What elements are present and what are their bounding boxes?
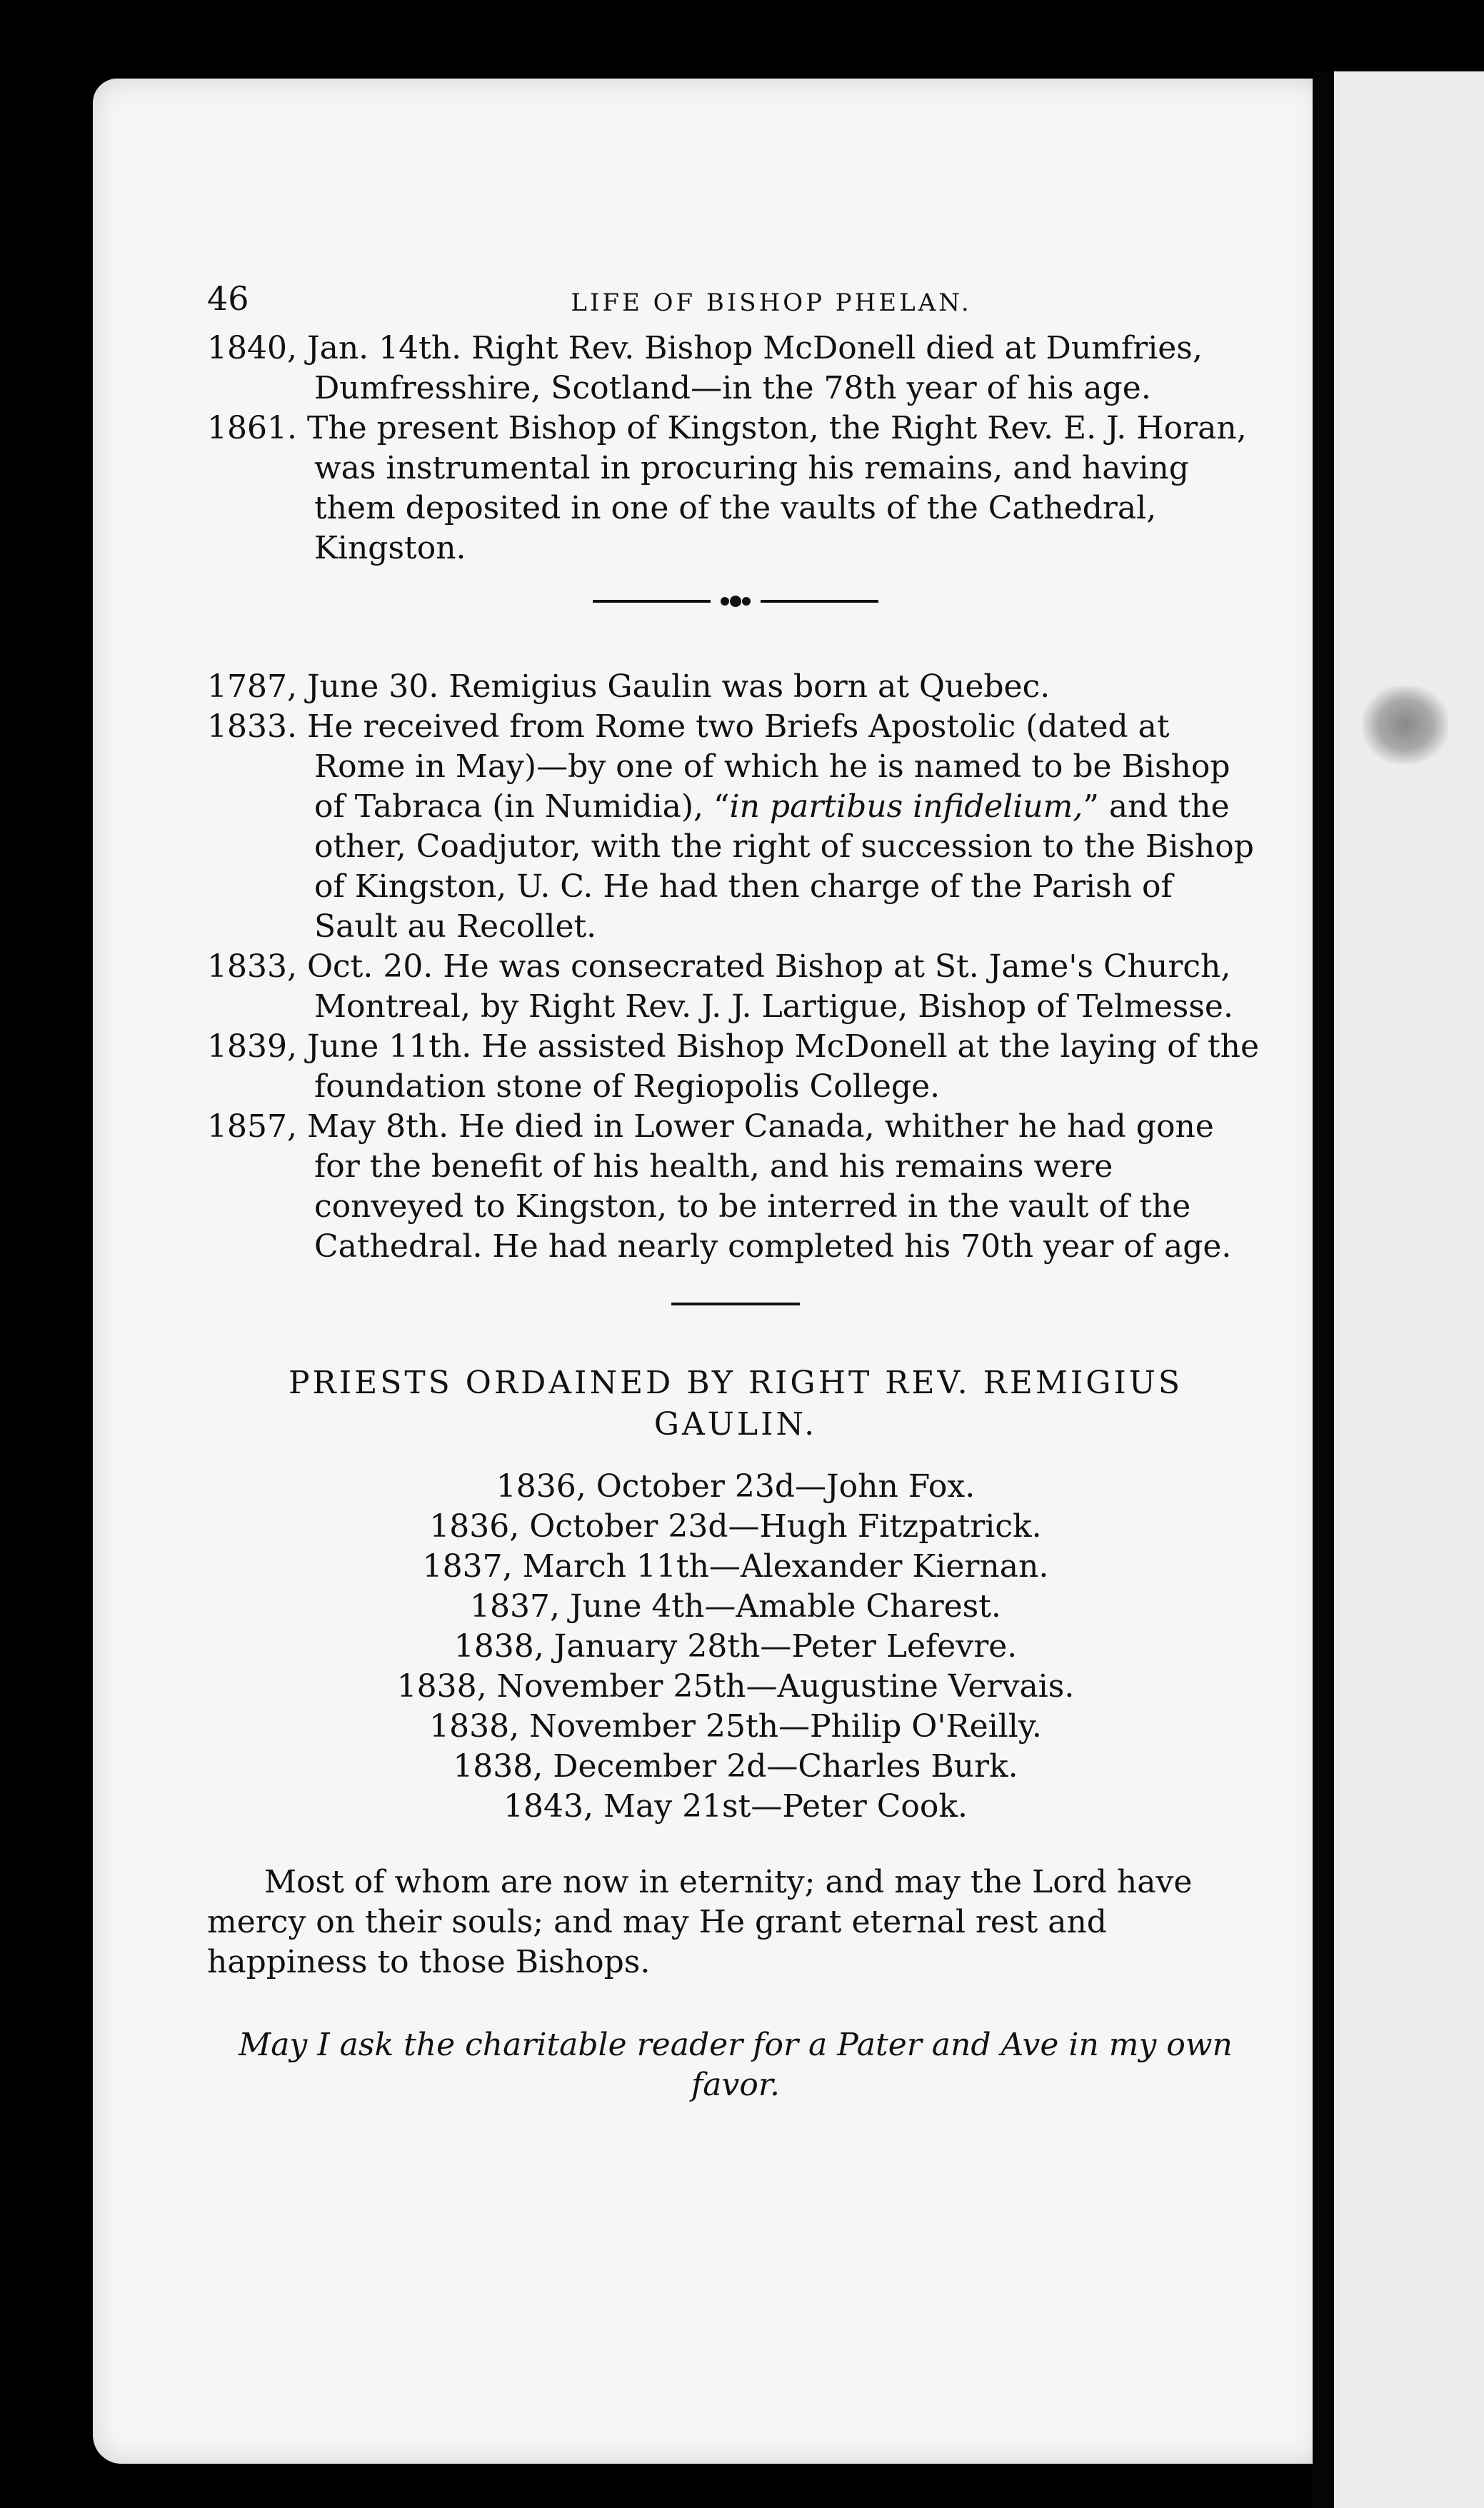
latin-phrase: in partibus infidelium, [729, 788, 1083, 825]
list-item: 1837, March 11th—Alexander Kiernan. [422, 1548, 1049, 1585]
chronology-entry [207, 1027, 1264, 1107]
chronology-entry [207, 408, 1264, 568]
list-item: 1836, October 23d—John Fox. [496, 1468, 976, 1505]
chronology-entry [207, 328, 1264, 408]
chronology-entry [207, 947, 1264, 1027]
list-item: 1836, October 23d—Hugh Fitzpatrick. [429, 1508, 1042, 1545]
entry-date: 1833. [207, 708, 297, 745]
chronology-entry [207, 667, 1264, 707]
entry-text: He assisted Bishop McDonell at the laying of the foundation stone of Regiopolis College. [314, 1028, 1260, 1105]
list-item: 1843, May 21st—Peter Cook. [503, 1788, 968, 1825]
entry-date: 1787, June 30. [207, 668, 439, 705]
chronology-entry [207, 1107, 1264, 1267]
entry-text: He received from Rome two Briefs Apostolic (dated at Rome in May)—by one of which he is named to be Bishop of Tabraca (in Numidia), “ [306, 708, 1230, 825]
entry-text: Remigius Gaulin was born at Quebec. [448, 668, 1051, 705]
page-content [207, 279, 1264, 2105]
running-head: LIFE OF BISHOP PHELAN. [571, 289, 972, 317]
ordination-list [207, 1467, 1264, 1827]
page-gutter [1313, 71, 1334, 2508]
entry-text: ” and the other, Coadjutor, with the right of succession to the Bishop of Kingston, U. C. He had then charge of the Parish of Sault au Recollet. [314, 788, 1254, 945]
ink-blot [1363, 686, 1448, 764]
facing-page-edge [1334, 71, 1484, 2508]
list-item: 1838, December 2d—Charles Burk. [453, 1748, 1018, 1785]
list-item: 1838, November 25th—Philip O'Reilly. [429, 1708, 1042, 1745]
entry-date: 1833, Oct. 20. [207, 948, 433, 985]
ornamental-divider [586, 593, 886, 610]
entry-text: Right Rev. Bishop McDonell died at Dumfries, Dumfresshire, Scotland—in the 78th year of his age. [314, 330, 1203, 406]
list-item: 1837, June 4th—Amable Charest. [470, 1588, 1001, 1625]
entry-date: 1840, Jan. 14th. [207, 330, 462, 366]
list-item: 1838, January 28th—Peter Lefevre. [453, 1628, 1018, 1665]
entry-date: 1861. [207, 410, 297, 446]
closing-paragraph: Most of whom are now in eternity; and may the Lord have mercy on their souls; and may He grant eternal rest and happiness to those Bishops. [207, 1864, 1193, 1980]
list-item: 1838, November 25th—Augustine Vervais. [396, 1668, 1075, 1705]
closing-plea: May I ask the charitable reader for a Pater and Ave in my own favor. [239, 2027, 1233, 2103]
page-header [207, 279, 1264, 328]
chronology-entry [207, 707, 1264, 947]
section-rule [671, 1303, 800, 1305]
entry-text: He died in Lower Canada, whither he had gone for the benefit of his health, and his remains were conveyed to Kingston, to be interred in the vault of the Cathedral. He had nearly completed his 70th year of age. [314, 1108, 1232, 1265]
entry-text: The present Bishop of Kingston, the Right Rev. E. J. Horan, was instrumental in procuring his remains, and having them deposited in one of the vaults of the Cathedral, Kingston. [306, 410, 1247, 566]
entry-text: He was consecrated Bishop at St. Jame's Church, Montreal, by Right Rev. J. J. Lartigue, Bishop of Telmesse. [314, 948, 1233, 1025]
section-title: PRIESTS ORDAINED BY RIGHT REV. REMIGIUS GAULIN. [288, 1365, 1183, 1443]
entry-date: 1839, June 11th. [207, 1028, 472, 1065]
page-number: 46 [207, 279, 249, 318]
entry-date: 1857, May 8th. [207, 1108, 449, 1145]
